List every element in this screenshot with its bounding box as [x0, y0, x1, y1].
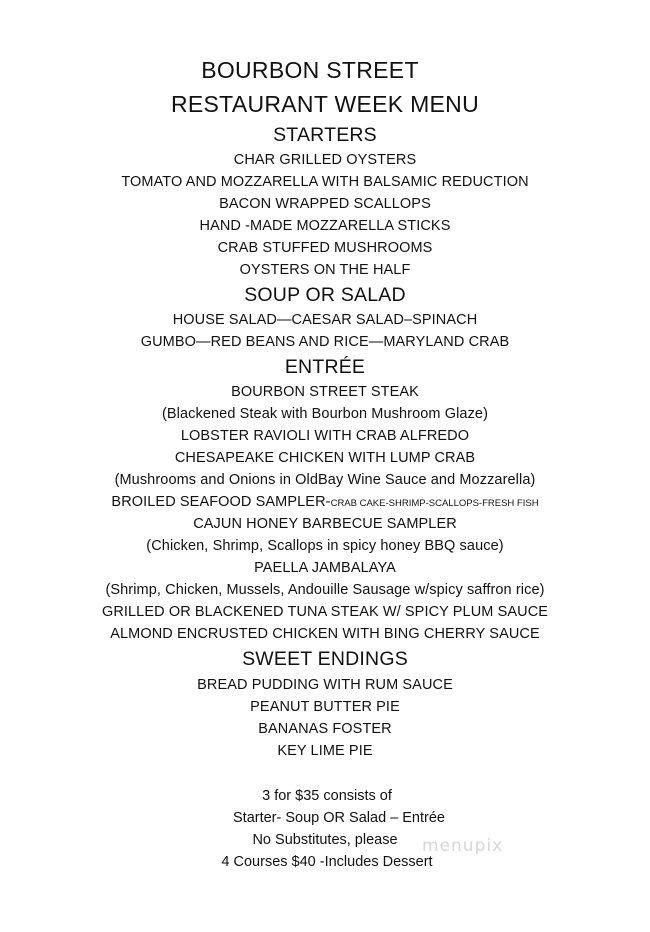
section-heading-soup-or-salad: SOUP OR SALAD — [244, 284, 406, 306]
entree-item: ALMOND ENCRUSTED CHICKEN WITH BING CHERRY SAUCE — [110, 626, 540, 642]
pricing-note-line: No Substitutes, please — [252, 832, 398, 848]
soup-salad-item: HOUSE SALAD—CAESAR SALAD–SPINACH — [172, 312, 478, 328]
pricing-note-line: Starter- Soup OR Salad – Entrée — [233, 810, 445, 826]
pricing-note-line: 3 for $35 consists of — [262, 788, 392, 804]
entree-item-description: (Blackened Steak with Bourbon Mushroom Glaze) — [161, 406, 489, 422]
pricing-note-line: 4 Courses $40 -Includes Dessert — [221, 854, 433, 870]
menu-title-line-1: BOURBON STREET — [201, 57, 419, 83]
section-heading-starters: STARTERS — [273, 124, 377, 146]
dessert-item: BREAD PUDDING WITH RUM SAUCE — [197, 677, 453, 693]
soup-salad-item: GUMBO—RED BEANS AND RICE—MARYLAND CRAB — [140, 334, 510, 350]
entree-item-description: (Shrimp, Chicken, Mussels, Andouille Sausage w/spicy saffron rice) — [105, 582, 545, 598]
section-heading-sweet-endings: SWEET ENDINGS — [242, 648, 408, 670]
entree-item-seafood-sampler — [0, 495, 650, 510]
entree-item-description: (Mushrooms and Onions in OldBay Wine Sauce and Mozzarella) — [114, 472, 536, 488]
entree-item: CHESAPEAKE CHICKEN WITH LUMP CRAB — [174, 450, 476, 466]
dessert-item: BANANAS FOSTER — [258, 721, 392, 737]
section-heading-entree: ENTRÉE — [284, 356, 366, 378]
starter-item: CHAR GRILLED OYSTERS — [233, 152, 417, 168]
entree-item: PAELLA JAMBALAYA — [254, 560, 396, 576]
entree-item: BOURBON STREET STEAK — [231, 384, 419, 400]
menu-title-line-2: RESTAURANT WEEK MENU — [170, 91, 479, 117]
starter-item: BACON WRAPPED SCALLOPS — [219, 196, 431, 212]
entree-item-sampler-detail: CRAB CAKE-SHRIMP-SCALLOPS-FRESH FISH — [330, 498, 539, 509]
watermark-logo: menupix — [422, 836, 504, 856]
starter-item: TOMATO AND MOZZARELLA WITH BALSAMIC REDUCTION — [121, 174, 529, 190]
entree-item: CAJUN HONEY BARBECUE SAMPLER — [193, 516, 457, 532]
dessert-item: PEANUT BUTTER PIE — [250, 699, 400, 715]
entree-item: LOBSTER RAVIOLI WITH CRAB ALFREDO — [180, 428, 470, 444]
starter-item: CRAB STUFFED MUSHROOMS — [217, 240, 433, 256]
starter-item: OYSTERS ON THE HALF — [239, 262, 411, 278]
dessert-item: KEY LIME PIE — [277, 743, 373, 759]
entree-item-description: (Chicken, Shrimp, Scallops in spicy honey BBQ sauce) — [146, 538, 504, 554]
entree-item-sampler-main: BROILED SEAFOOD SAMPLER- — [111, 494, 331, 510]
starter-item: HAND -MADE MOZZARELLA STICKS — [199, 218, 451, 234]
entree-item: GRILLED OR BLACKENED TUNA STEAK W/ SPICY PLUM SAUCE — [101, 604, 549, 620]
